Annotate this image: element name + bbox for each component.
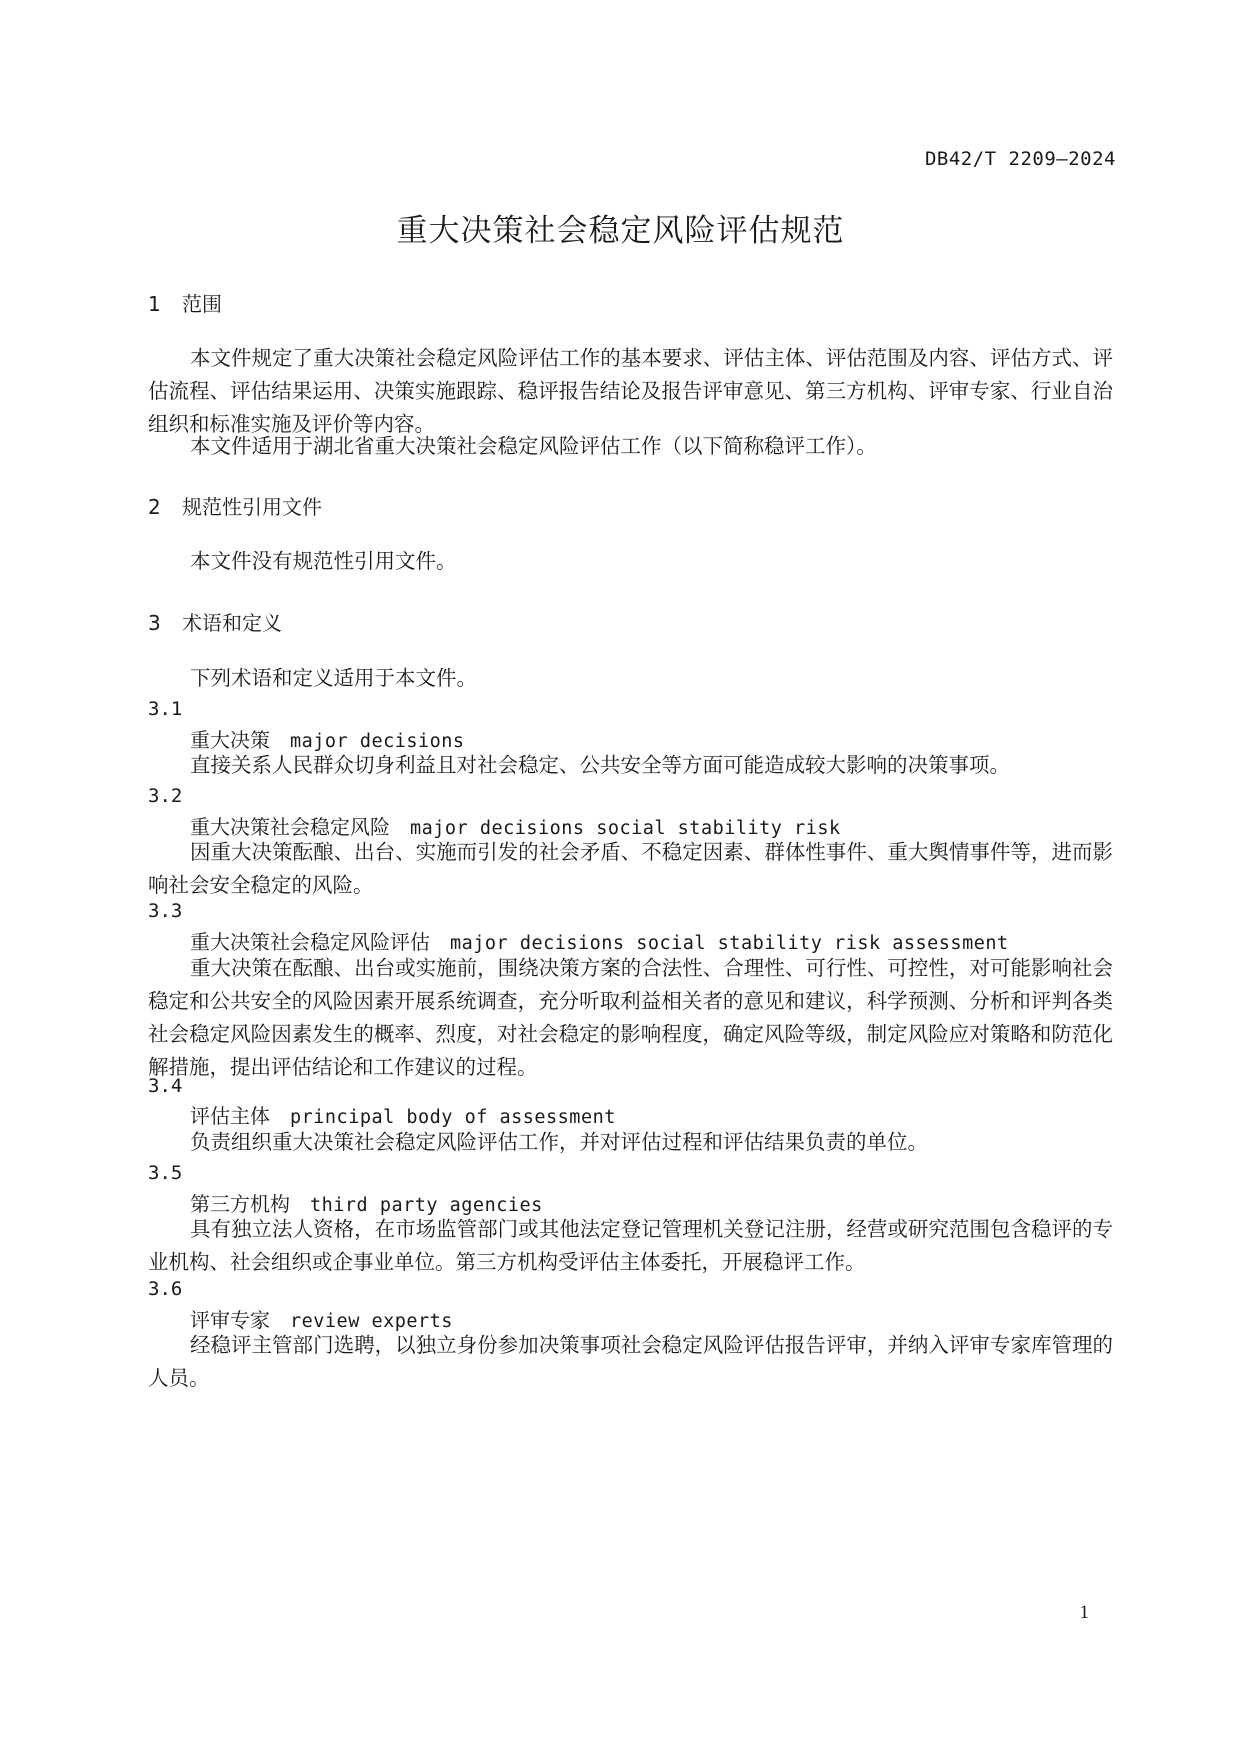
term-title [190, 1100, 616, 1129]
term-zh: 评估主体 [190, 1104, 270, 1128]
section-title: 范围 [182, 292, 222, 316]
term-definition: 负责组织重大决策社会稳定风险评估工作，并对评估过程和评估结果负责的单位。 [190, 1130, 928, 1154]
section-1-heading [148, 288, 222, 317]
term-zh: 重大决策社会稳定风险评估 [190, 930, 430, 954]
section-title: 规范性引用文件 [182, 495, 322, 519]
term-zh: 重大决策社会稳定风险 [190, 815, 390, 839]
section-number: 3 [148, 611, 161, 635]
section-1-paragraph-1: 本文件规定了重大决策社会稳定风险评估工作的基本要求、评估主体、评估范围及内容、评估方式、评估流程、评估结果运用、决策实施跟踪、稳评报告结论及报告评审意见、第三方机构、评审专家、行业自治组织和标准实施及评价等内容。 [148, 346, 1113, 436]
term-definition: 因重大决策酝酿、出台、实施而引发的社会矛盾、不稳定因素、群体性事件、重大舆情事件等，进而影响社会安全稳定的风险。 [148, 840, 1113, 897]
document-title: 重大决策社会稳定风险评估规范 [396, 213, 845, 249]
section-3-paragraph-1: 下列术语和定义适用于本文件。 [190, 666, 477, 690]
section-2-heading [148, 491, 322, 520]
term-en: major decisions [290, 731, 465, 752]
section-number: 1 [148, 292, 161, 316]
section-2-paragraph-1: 本文件没有规范性引用文件。 [190, 549, 457, 573]
term-en: major decisions social stability risk assessment [450, 933, 1009, 954]
section-number: 2 [148, 495, 161, 519]
term-number: 3.2 [148, 785, 183, 807]
term-zh: 评审专家 [190, 1308, 270, 1332]
term-number: 3.1 [148, 698, 183, 720]
document-code: DB42/T 2209—2024 [924, 148, 1116, 170]
term-en: review experts [290, 1311, 453, 1332]
section-3-heading [148, 607, 282, 636]
term-definition: 具有独立法人资格，在市场监管部门或其他法定登记管理机关登记注册，经营或研究范围包含稳评的专业机构、社会组织或企事业单位。第三方机构受评估主体委托，开展稳评工作。 [148, 1217, 1113, 1274]
term-zh: 重大决策 [190, 728, 270, 752]
term-definition: 经稳评主管部门选聘，以独立身份参加决策事项社会稳定风险评估报告评审，并纳入评审专家库管理的人员。 [148, 1333, 1113, 1390]
term-title [190, 926, 1009, 955]
term-definition: 直接关系人民群众切身利益且对社会稳定、公共安全等方面可能造成较大影响的决策事项。 [190, 753, 1010, 777]
section-title: 术语和定义 [182, 611, 282, 635]
term-number: 3.4 [148, 1075, 183, 1097]
term-en: third party agencies [310, 1195, 543, 1216]
term-number: 3.3 [148, 900, 183, 922]
term-en: major decisions social stability risk [410, 818, 841, 839]
term-number: 3.5 [148, 1162, 183, 1184]
term-en: principal body of assessment [290, 1107, 616, 1128]
term-zh: 第三方机构 [190, 1192, 290, 1216]
section-1-paragraph-2: 本文件适用于湖北省重大决策社会稳定风险评估工作（以下简称稳评工作）。 [190, 434, 877, 458]
page-number: 1 [1079, 1602, 1089, 1623]
term-definition: 重大决策在酝酿、出台或实施前，围绕决策方案的合法性、合理性、可行性、可控性，对可能影响社会稳定和公共安全的风险因素开展系统调查，充分听取利益相关者的意见和建议，科学预测、分析和评判各类社会稳定风险因素发生的概率、烈度，对社会稳定的影响程度，确定风险等级，制定风险应对策略和防范化解措施，提出评估结论和工作建议的过程。 [148, 956, 1113, 1079]
term-number: 3.6 [148, 1278, 183, 1300]
